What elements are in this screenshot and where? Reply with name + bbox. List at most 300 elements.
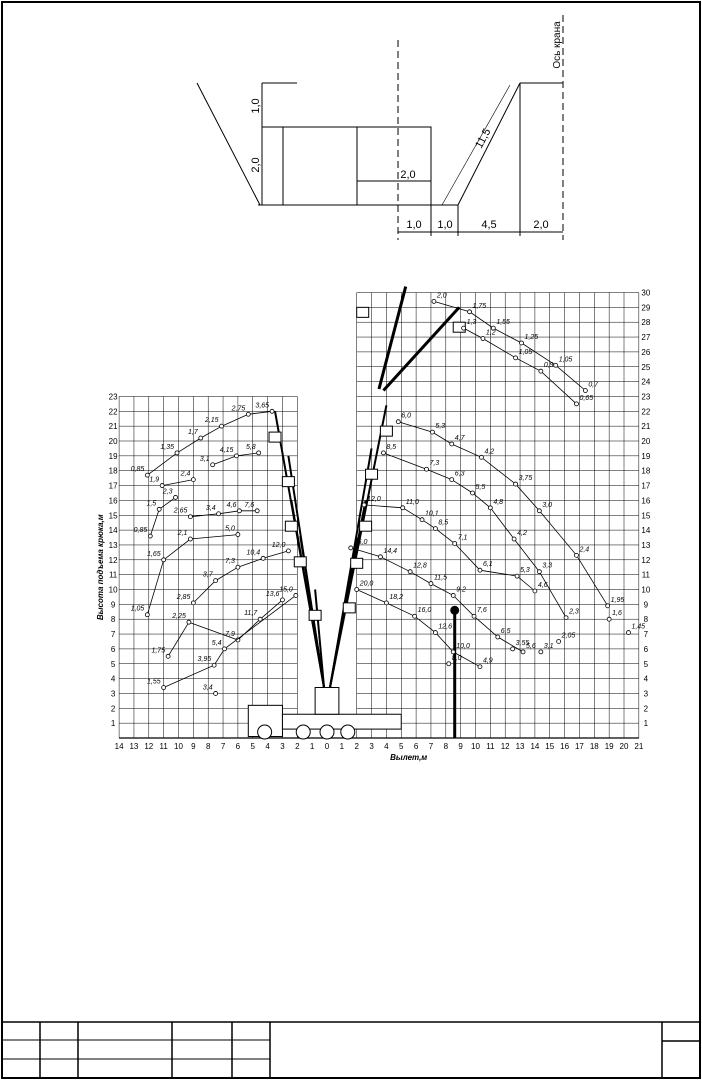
load-label: 11,0 [405, 498, 419, 506]
load-label: 12,8 [413, 562, 427, 570]
y-tick-left: 10 [108, 585, 118, 595]
crane-wheel [320, 725, 334, 739]
y-tick-left: 22 [108, 407, 118, 417]
curve-point [223, 647, 227, 651]
load-label: 13,6 [265, 590, 280, 598]
y-tick-left: 13 [108, 540, 118, 550]
curve-line [190, 511, 257, 517]
curve-point [187, 620, 191, 624]
load-label: 2,15 [204, 417, 219, 425]
y-tick-left: 20 [108, 437, 118, 446]
curve-point [451, 593, 455, 597]
curve-point [234, 454, 238, 458]
crane-axis-label: Ось крана [552, 21, 563, 69]
y-tick-right: 3 [643, 689, 649, 699]
load-label: 14,4 [383, 547, 398, 555]
load-label: 2,75 [231, 405, 246, 413]
x-tick-label: 7 [428, 742, 434, 751]
curve-point [255, 509, 259, 513]
y-tick-right: 30 [641, 288, 651, 298]
y-tick-right: 5 [643, 659, 649, 669]
y-tick-right: 13 [641, 540, 651, 550]
load-curve [151, 591, 284, 658]
curve-point [175, 451, 179, 455]
load-label: 7,3 [429, 460, 440, 468]
load-label: 4,7 [454, 434, 465, 442]
curve-point [401, 506, 405, 510]
load-label: 18,2 [389, 593, 404, 601]
load-label: 0,7 [588, 381, 599, 389]
x-tick-label: 8 [205, 742, 211, 751]
x-tick-label: 9 [191, 742, 196, 751]
load-label: 6,1 [482, 561, 493, 569]
y-tick-right: 7 [643, 630, 649, 640]
y-tick-right: 10 [641, 585, 651, 595]
load-label: 1,5 [146, 500, 157, 508]
position-marker-dot [451, 606, 459, 614]
x-tick-label: 20 [619, 742, 629, 751]
load-label: 10,0 [456, 642, 470, 650]
load-label: 10,4 [246, 549, 261, 557]
curve-point [188, 537, 192, 541]
curve-point [257, 451, 261, 455]
load-label: 3,4 [202, 684, 213, 692]
curve-point [236, 533, 240, 537]
curve-point [286, 549, 290, 553]
curve-point [270, 409, 274, 413]
load-label: 9,2 [456, 586, 466, 594]
x-tick-label: 9 [458, 742, 463, 751]
load-curve [203, 684, 218, 695]
curve-point [606, 604, 610, 608]
curve-point [145, 613, 149, 617]
curve-point [478, 568, 482, 572]
y-tick-left: 5 [110, 659, 116, 669]
load-label: 2,3 [569, 608, 579, 616]
y-tick-right: 16 [641, 496, 651, 506]
trench-labels [250, 21, 563, 231]
load-label: 3,65 [255, 402, 270, 410]
y-tick-right: 24 [641, 377, 651, 387]
y-tick-right: 2 [643, 704, 649, 714]
trench-dim-3: 2,0 [400, 169, 416, 181]
curve-point [294, 593, 298, 597]
load-label: 5,3 [520, 567, 530, 575]
curve-point [447, 662, 451, 666]
curve-point [451, 650, 455, 654]
load-curve [147, 586, 298, 692]
y-tick-right: 25 [641, 362, 651, 372]
curve-point [236, 565, 240, 569]
hook-block [309, 610, 321, 620]
y-tick-right: 17 [641, 481, 651, 491]
load-label: 4,9 [482, 657, 493, 665]
curve-point [539, 650, 543, 654]
x-tick-label: 16 [560, 742, 570, 751]
curve-point [420, 518, 424, 522]
curve-point [220, 424, 224, 428]
y-tick-left: 18 [108, 466, 118, 476]
curve-point [214, 579, 218, 583]
load-label: 15,0 [353, 538, 368, 546]
curve-line [162, 480, 193, 486]
load-label: 4,2 [484, 448, 495, 456]
curve-point [166, 654, 170, 658]
hook-block [285, 521, 297, 531]
curve-line [434, 301, 586, 390]
y-tick-right: 18 [641, 466, 651, 476]
curve-point [381, 451, 385, 455]
load-label: 3,1 [543, 642, 554, 650]
curve-point [496, 635, 500, 639]
curve-point [607, 617, 611, 621]
load-label: 7,1 [457, 534, 468, 542]
curve-point [217, 512, 221, 516]
trench-dim-7: 4,5 [481, 219, 497, 231]
curve-point [511, 647, 515, 651]
trench-dim-5: 1,0 [406, 219, 422, 231]
curve-point [148, 534, 152, 538]
x-tick-label: 6 [235, 742, 241, 751]
curve-point [188, 515, 192, 519]
load-label: 4,6 [226, 501, 237, 509]
x-tick-label: 2 [295, 742, 300, 751]
y-tick-right: 20 [641, 437, 651, 446]
curve-point [472, 614, 476, 618]
load-label: 3,7 [202, 571, 213, 579]
load-curve [131, 526, 240, 617]
curve-point [574, 402, 578, 406]
load-label: 0,65 [579, 394, 594, 402]
load-label: 12,0 [271, 541, 286, 549]
y-tick-left: 17 [108, 481, 118, 491]
x-axis-title: Вылет,м [390, 753, 428, 762]
crane-wheel [258, 725, 272, 739]
load-label: 1,55 [496, 319, 510, 327]
crane-turret [315, 688, 339, 715]
curve-point [355, 588, 359, 592]
load-label: 2,4 [180, 470, 191, 478]
x-tick-label: 3 [280, 742, 285, 751]
load-curve [355, 581, 493, 669]
curve-point [521, 650, 525, 654]
load-label: 11,7 [244, 610, 258, 618]
y-tick-left: 7 [110, 630, 116, 640]
curve-point [408, 570, 412, 574]
x-tick-label: 18 [589, 742, 599, 751]
curve-point [160, 484, 164, 488]
curve-point [515, 574, 519, 578]
load-label: 2,1 [177, 530, 188, 538]
x-tick-label: 11 [486, 742, 495, 751]
load-label: 12,0 [367, 495, 381, 503]
load-label: 16,0 [417, 607, 432, 615]
curve-point [533, 589, 537, 593]
trench-detail [197, 15, 563, 240]
load-label: 1,75 [472, 302, 487, 310]
load-label: 1,25 [524, 333, 539, 341]
curve-point [430, 430, 434, 434]
curve-point [514, 482, 518, 486]
load-label: 1,3 [466, 319, 477, 327]
load-label: 4,6 [537, 581, 548, 589]
x-tick-label: 13 [515, 742, 525, 751]
y-tick-right: 4 [643, 674, 649, 684]
load-curve [149, 471, 195, 488]
y-tick-left: 14 [108, 526, 118, 536]
hook-block [357, 307, 369, 317]
y-tick-left: 16 [108, 496, 118, 506]
y-tick-right: 6 [643, 644, 649, 654]
y-tick-left: 4 [110, 674, 116, 684]
y-tick-right: 28 [641, 318, 651, 328]
load-label: 0,85 [130, 466, 145, 474]
load-label: 11,5 [433, 574, 448, 582]
y-tick-left: 11 [108, 570, 118, 580]
x-tick-label: 13 [129, 742, 139, 751]
foundation-block-right [357, 127, 431, 205]
curve-point [514, 356, 518, 360]
x-tick-label: 10 [174, 742, 183, 751]
load-label: 4,8 [493, 498, 504, 506]
load-label: 1,05 [558, 356, 573, 364]
curve-point [199, 436, 203, 440]
load-label: 2,0 [436, 292, 447, 300]
curve-point [478, 665, 482, 669]
curve-point [157, 507, 161, 511]
load-label: 4,2 [517, 530, 527, 538]
x-tick-label: 3 [369, 742, 374, 751]
y-tick-right: 23 [641, 392, 651, 402]
load-label: 2,85 [176, 593, 191, 601]
load-label: 0,9 [543, 362, 554, 370]
load-label: 15,0 [279, 586, 293, 594]
load-label: 1,95 [610, 596, 625, 604]
x-tick-label: 21 [634, 742, 644, 751]
lattice-jib [379, 287, 406, 389]
x-tick-label: 1 [309, 742, 315, 751]
curve-point [520, 341, 524, 345]
curve-point [557, 639, 561, 643]
x-tick-label: 0 [324, 742, 330, 751]
x-tick-label: 11 [159, 742, 168, 751]
y-tick-right: 12 [641, 555, 651, 565]
load-label: 1,45 [631, 623, 646, 631]
x-tick-label: 2 [354, 742, 359, 751]
curve-point [396, 420, 400, 424]
curve-point [574, 553, 578, 557]
y-tick-left: 23 [108, 392, 118, 402]
y-tick-right: 14 [641, 526, 651, 536]
curve-point [191, 478, 195, 482]
curve-point [471, 491, 475, 495]
curve-point [191, 601, 195, 605]
curve-point [237, 509, 241, 513]
y-tick-right: 22 [641, 407, 651, 417]
hook-block [360, 521, 372, 531]
x-tick-label: 12 [144, 742, 154, 751]
curve-point [481, 337, 485, 341]
curve-point [362, 503, 366, 507]
curve-point [583, 389, 587, 393]
load-label: 12,6 [438, 623, 453, 631]
curve-point [378, 555, 382, 559]
curve-point [162, 686, 166, 690]
curve-point [349, 546, 353, 550]
load-label: 5,5 [475, 483, 486, 491]
load-label: 4,15 [219, 446, 234, 454]
curve-point [261, 556, 265, 560]
curve-point [450, 478, 454, 482]
load-label: 5,3 [435, 423, 446, 431]
x-tick-label: 1 [339, 742, 345, 751]
load-label: 1,6 [612, 610, 622, 618]
y-tick-right: 19 [641, 451, 651, 461]
load-label: 2,65 [173, 507, 188, 515]
load-curve [381, 444, 578, 620]
load-label: 2,3 [162, 488, 173, 496]
y-tick-right: 8 [643, 615, 649, 625]
x-tick-label: 12 [500, 742, 510, 751]
curve-point [424, 467, 428, 471]
curve-point [512, 537, 516, 541]
y-tick-right: 11 [641, 570, 651, 580]
title-block [2, 1022, 700, 1078]
y-tick-left: 12 [108, 555, 118, 565]
load-label: 7,6 [477, 607, 487, 615]
load-label: 5,4 [211, 639, 222, 647]
hook-block [343, 603, 355, 613]
load-label: 1,2 [485, 329, 496, 337]
curve-point [280, 598, 284, 602]
load-curve [173, 502, 259, 519]
load-label: 1,55 [147, 678, 161, 686]
curve-point [429, 582, 433, 586]
x-tick-label: 4 [265, 742, 270, 751]
x-tick-label: 19 [604, 742, 614, 751]
curve-point [432, 299, 436, 303]
curve-point [468, 310, 472, 314]
load-label: 2,05 [561, 632, 576, 640]
hook-block [282, 477, 294, 487]
curve-line [383, 453, 566, 618]
curve-point [450, 442, 454, 446]
curve-point [539, 369, 543, 373]
curve-point [211, 463, 215, 467]
load-label: 8,5 [386, 443, 397, 451]
load-label: 3,3 [542, 562, 553, 570]
curve-point [433, 631, 437, 635]
load-label: 5,8 [245, 443, 256, 451]
load-label: 1,65 [147, 550, 161, 558]
load-label: 3,0 [542, 501, 553, 509]
x-tick-label: 14 [530, 742, 540, 751]
foundation-block-left [283, 127, 357, 205]
load-label: 0,85 [133, 527, 148, 535]
x-tick-label: 4 [384, 742, 389, 751]
y-tick-left: 15 [108, 511, 118, 521]
y-tick-left: 21 [108, 422, 118, 432]
trench-right-slope [458, 83, 520, 205]
y-tick-right: 29 [641, 303, 651, 313]
x-tick-label: 5 [399, 742, 404, 751]
crane-wheel [341, 725, 355, 739]
curve-point [626, 631, 630, 635]
load-curve [539, 643, 554, 654]
y-tick-left: 3 [110, 689, 116, 699]
load-label: 3,75 [518, 475, 533, 483]
load-curve [626, 624, 645, 635]
y-tick-right: 27 [641, 333, 651, 343]
y-axis-title: Высота подъема крюка,м [96, 514, 106, 621]
y-tick-right: 26 [641, 347, 651, 357]
curve-point [488, 506, 492, 510]
curve-point [479, 455, 483, 459]
load-label: 6,5 [500, 628, 511, 636]
hook-block [269, 432, 281, 442]
y-tick-left: 9 [110, 600, 116, 610]
trench-dim-1: 1,0 [250, 98, 262, 114]
load-label: 8,0 [451, 654, 462, 662]
y-tick-left: 2 [110, 704, 116, 714]
curve-point [564, 616, 568, 620]
load-label: 7,3 [225, 558, 235, 566]
load-label: 3,4 [205, 504, 216, 512]
curve-point [214, 691, 218, 695]
curve-point [162, 558, 166, 562]
load-label: 6,0 [401, 412, 412, 420]
curve-point [453, 541, 457, 545]
lattice-jib [383, 307, 459, 390]
trench-dim-2: 2,0 [250, 157, 262, 173]
load-label: 2,4 [579, 546, 590, 554]
curve-point [174, 495, 178, 499]
load-curve [349, 539, 536, 654]
y-tick-right: 1 [643, 719, 649, 729]
sheet-frame [2, 2, 700, 1078]
curve-point [246, 412, 250, 416]
curve-point [554, 363, 558, 367]
load-label: 1,35 [160, 443, 175, 451]
x-tick-label: 15 [545, 742, 555, 751]
load-chart [96, 287, 651, 762]
y-tick-left: 1 [110, 719, 116, 729]
load-label: 10,1 [425, 510, 439, 518]
y-tick-right: 9 [643, 600, 649, 610]
trench-dim-6: 1,0 [437, 219, 453, 231]
y-tick-right: 21 [641, 422, 651, 432]
hook-block [380, 426, 392, 436]
y-tick-left: 8 [110, 615, 116, 625]
load-curve [134, 488, 178, 538]
y-tick-right: 15 [641, 511, 651, 521]
load-label: 1,75 [151, 647, 166, 655]
curve-point [537, 509, 541, 513]
load-label: 8,5 [438, 519, 449, 527]
crane-wheel [296, 725, 310, 739]
curve-point [212, 663, 216, 667]
x-tick-label: 14 [114, 742, 124, 751]
curve-point [413, 614, 417, 618]
load-label: 3,95 [197, 656, 212, 664]
curve-point [433, 527, 437, 531]
trench-dim-8: 2,0 [533, 219, 549, 231]
load-label: 3,55 [515, 639, 530, 647]
load-label: 7,6 [244, 501, 255, 509]
load-label: 2,25 [172, 613, 186, 621]
load-curve [462, 319, 594, 406]
x-tick-label: 7 [220, 742, 226, 751]
